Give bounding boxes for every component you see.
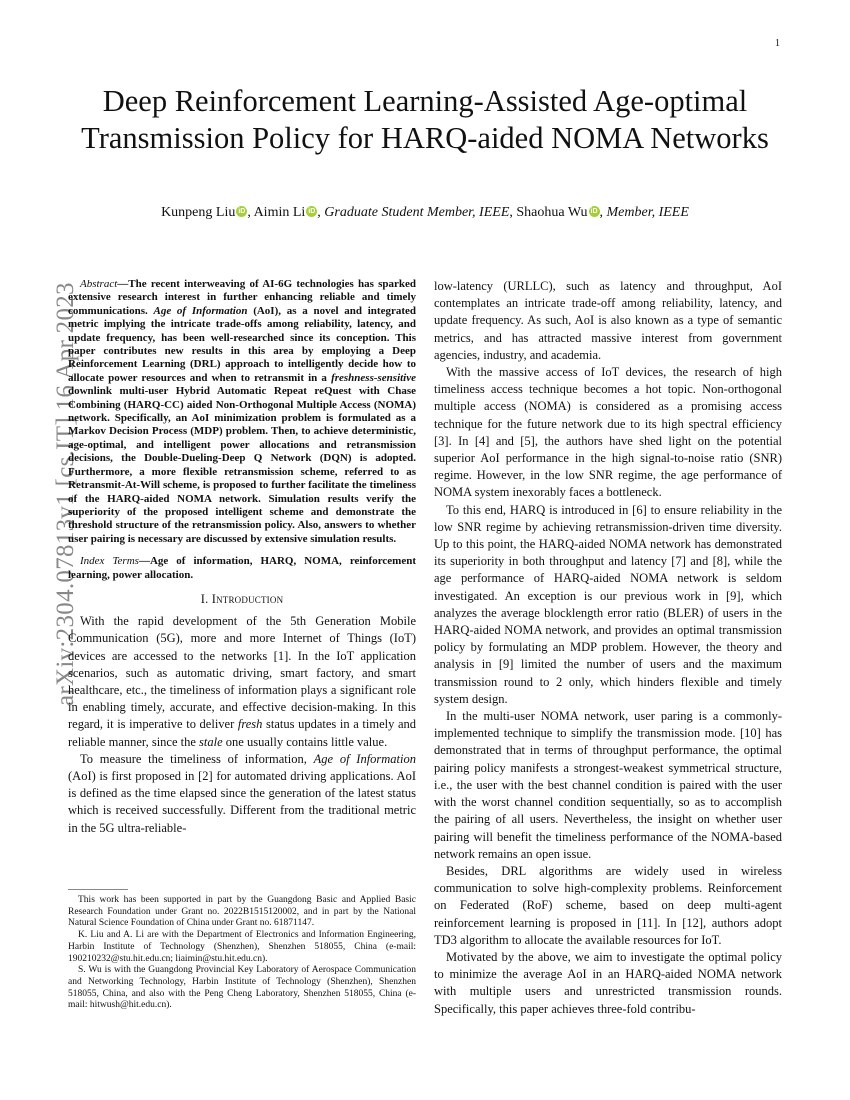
paragraph: low-latency (URLLC), such as latency and throughput, AoI contemplates an intricate trade-off among reliability, latency, and update frequency. As such, AoI is also known as a type of semantic metrics, and has attracted massive interest from government agencies, industry, and academia. <box>434 279 782 362</box>
paragraph-text: To measure the timeliness of information, <box>80 751 307 766</box>
author-line: Kunpeng Liu iD , Aimin Li iD , Graduate Student Member, IEEE, Shaohua Wu iD , Member, IEEE <box>161 205 689 220</box>
arxiv-identifier: arXiv:2304.07813v1 [cs.IT] 16 Apr 2023 <box>52 282 79 706</box>
paragraph-text: one usually contains little value. <box>225 734 388 749</box>
footnote-rule <box>68 889 128 890</box>
abstract <box>68 278 416 546</box>
left-column <box>68 278 416 837</box>
author-affiliation-role: Member, IEEE <box>606 205 689 220</box>
paragraph: In the multi-user NOMA network, user paring is a commonly-implemented technique to simplify the transmission mode. [10] has demonstrated that in terms of throughput performance, the optimal pairing policy manifests a strongest-weakest symmetrical structure, i.e., the user with the best channel condition is paired with the user with the worst channel condition sequentially, so as to accomplish the pairing of all users. Nevertheless, the insight on whether user pairing will benefit the timeliness performance of the NOMA-based network remains an open issue. <box>434 709 782 861</box>
paragraph: Motivated by the above, we aim to investigate the optimal policy to minimize the average AoI in an HARQ-aided NOMA network with multiple users and unrestricted transmission rounds. Specifically, this paper achieves three-fold contribu- <box>434 949 782 1016</box>
orcid-icon[interactable]: iD <box>308 208 316 215</box>
abstract-emphasis: Age of Information <box>153 304 248 317</box>
emphasis: fresh <box>237 717 263 732</box>
index-terms-label: Index Terms <box>80 555 139 568</box>
footnote: S. Wu is with the Guangdong Provincial Key Laboratory of Aerospace Communication and Networking Technology, Harbin Institute of Technology (Shenzhen), Shenzhen 518055, China, and also with the Peng Cheng Laboratory, Shenzhen 518055, China (e-mail: hitwush@hit.edu.cn). <box>68 965 416 1011</box>
paragraph-text: With the rapid development of the 5th Generation Mobile Communication (5G), more and more Internet of Things (IoT) devices are accessed to the networks [1]. In the IoT application scenarios, such as automatic driving, smart factory, and smart healthcare, etc., the timeliness of information plays a significant role in enabling timely, accurate, and effective decision-making. In this regard, it is imperative to deliver <box>68 614 416 732</box>
paragraph-text: (AoI) is first proposed in [2] for automated driving applications. AoI is defined as the time elapsed since the generation of the latest status which is received successfully. Different from the traditional metric in the 5G ultra-reliable- <box>68 768 416 835</box>
right-column <box>434 278 782 1018</box>
author-name: Aimin Li <box>253 205 306 220</box>
emphasis: stale <box>199 734 223 749</box>
index-terms-text: —Age of information, HARQ, NOMA, reinforcement learning, power allocation. <box>68 555 416 581</box>
section-heading: I. Introduction <box>200 591 284 606</box>
paragraph: With the massive access of IoT devices, the research of high timeliness access technique becomes a hot topic. Non-orthogonal multiple access (NOMA) is considered as a promising access technique for the future network due to its high spectral efficiency [3]. In [4] and [5], the authors have shed light on the potential superior AoI performance in the high signal-to-noise ratio (SNR) regime. However, in the low SNR regime, the age performance of NOMA system inexorably faces a bottleneck. <box>434 365 782 500</box>
abstract-text: downlink multi-user Hybrid Automatic Repeat reQuest with Chase Combining (HARQ-CC) aided Non-Orthogonal Multiple Access (NOMA) network. Specifically, an AoI minimization problem is formulated as a Markov Decision Process (MDP) problem. Then, to achieve deterministic, age-optimal, and intelligent power allocations and retransmission decisions, the Double-Dueling-Deep Q Network (DQN) is adopted. Furthermore, a more flexible retransmission scheme, referred to as Retransmit-At-Will scheme, is proposed to further facilitate the timeliness of the HARQ-aided NOMA network. Simulation results verify the superiority of the proposed intelligent scheme and demonstrate the threshold structure of the retransmission policy. Also, answers to whether user pairing is necessary are discussed by extensive simulation results. <box>68 385 416 545</box>
abstract-text: —The recent interweaving of AI-6G technologies has sparked extensive research interest in further enhancing reliable and timely communications. <box>68 278 416 317</box>
author-affiliation-role: Graduate Student Member, IEEE <box>324 205 510 220</box>
paragraph <box>68 613 416 751</box>
paragraph <box>68 751 416 837</box>
paper-title: Deep Reinforcement Learning-Assisted Age-optimal Transmission Policy for HARQ-aided NOMA Networks <box>81 84 769 155</box>
paragraph: To this end, HARQ is introduced in [6] to ensure reliability in the low SNR regime by achieving retransmission-driven time diversity. Up to this point, the HARQ-aided NOMA network has demonstrated its superiority in both throughput and latency [7] and [8], while the age performance of HARQ-aided NOMA network is seldom investigated. An exception is our previous work in [9], which analyzes the average blocklength error ratio (BLER) of users in the HARQ-aided NOMA network, and provides an optimal transmission policy by formulating an MDP problem. However, the theory and analysis in [9] limited the number of users and the maximum transmission round to 2 only, which hinders flexible and timely system design. <box>434 502 782 706</box>
footnote: K. Liu and A. Li are with the Department of Electronics and Information Engineering, Harbin Institute of Technology (Shenzhen), Shenzhen 518055, China (e-mail: 190210232@stu.hit.edu.cn; liaimin@stu.hit.edu.cn). <box>68 930 416 964</box>
paragraph: Besides, DRL algorithms are widely used in wireless communication to solve high-complexity problems. Reinforcement on Federated (RoF) scheme, based on deep multi-agent reinforcement learning is proposed in [11]. In [12], authors adopt TD3 algorithm to allocate the available resources for IoT. <box>434 863 782 947</box>
abstract-emphasis: freshness-sensitive <box>331 371 417 384</box>
footnotes <box>68 895 416 1012</box>
orcid-icon[interactable]: iD <box>238 208 246 215</box>
index-terms <box>68 555 416 582</box>
author-name: Shaohua Wu <box>516 205 588 220</box>
emphasis: Age of Information <box>313 751 417 766</box>
page-number: 1 <box>775 38 780 49</box>
paragraph-text: status updates in a timely and reliable manner, since the <box>68 717 416 749</box>
abstract-text: (AoI), as a novel and integrated metric implying the intricate trade-offs among reliability, latency, and update frequency, has been well-researched since its conception. This paper contributes new results in this area by employing a Deep Reinforcement Learning (DRL) approach to intelligently decide how to allocate power resources and when to retransmit in a <box>68 304 417 384</box>
orcid-icon[interactable]: iD <box>590 208 598 215</box>
author-name: Kunpeng Liu <box>161 205 236 220</box>
abstract-label: Abstract <box>80 278 118 290</box>
footnote: This work has been supported in part by the Guangdong Basic and Applied Basic Research Foundation under Grant no. 2022B1515120002, and in part by the National Natural Science Foundation of China under Grant no. 61871147. <box>68 895 416 929</box>
